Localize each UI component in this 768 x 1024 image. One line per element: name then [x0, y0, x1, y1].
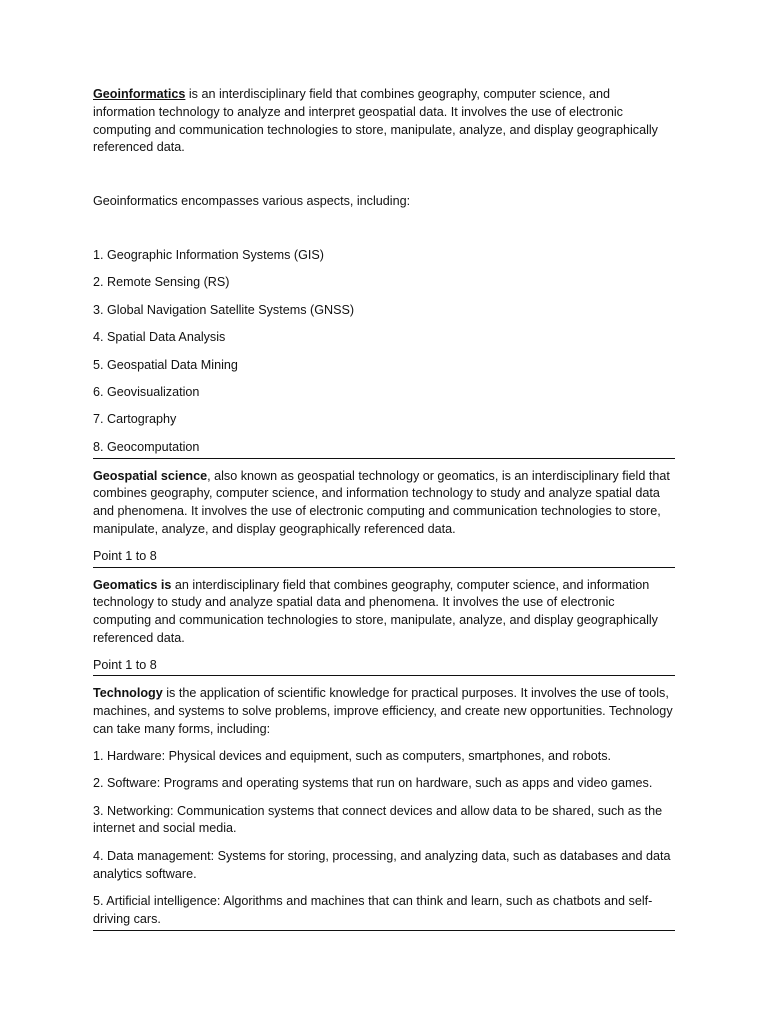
technology-section [93, 685, 675, 930]
list-item: 8. Geocomputation [93, 439, 675, 459]
list-item: 1. Geographic Information Systems (GIS) [93, 247, 324, 262]
geomatics-text: an interdisciplinary field that combines geography, computer science, and information technology to study and analyze spatial data and phenomena. It involves the use of electronic computing and communication technologies to store, manipulate, analyze, and display geographically referenced data. [93, 577, 658, 645]
geospatial-section [93, 468, 675, 568]
intro-text: is an interdisciplinary field that combines geography, computer science, and information technology to analyze and interpret geospatial data. It involves the use of electronic computing and communication technologies to store, manipulate, analyze, and display geographically referenced data. [93, 87, 658, 155]
list-item: 6. Geovisualization [93, 384, 200, 399]
aspects-list [93, 247, 675, 459]
geospatial-term: Geospatial science [93, 468, 208, 483]
geospatial-paragraph [93, 468, 675, 539]
list-item: 7. Cartography [93, 412, 177, 427]
geomatics-section [93, 577, 675, 677]
technology-text: is the application of scientific knowledge for practical purposes. It involves the use of tools, machines, and systems to solve problems, improve efficiency, and create new opportunities. Technology can take many forms, including: [93, 686, 673, 737]
list-item: 2. Software: Programs and operating systems that run on hardware, such as apps and video games. [93, 776, 653, 791]
geomatics-term: Geomatics is [93, 577, 172, 592]
intro-paragraph [93, 86, 675, 157]
technology-term: Technology [93, 686, 163, 701]
geomatics-point: Point 1 to 8 [93, 657, 675, 677]
technology-paragraph [93, 685, 675, 738]
list-item: 4. Data management: Systems for storing, processing, and analyzing data, such as databases and data analytics software. [93, 848, 671, 881]
list-item: 2. Remote Sensing (RS) [93, 275, 230, 290]
intro-term: Geoinformatics [93, 87, 186, 101]
list-item: 4. Spatial Data Analysis [93, 330, 226, 345]
aspects-lead: Geoinformatics encompasses various aspects, including: [93, 194, 411, 209]
geospatial-text: , also known as geospatial technology or geomatics, is an interdisciplinary field that combines geography, computer science, and information technology to study and analyze spatial data and phenomena. It involves the use of electronic computing and communication technologies to store, manipulate, analyze, and display geographically referenced data. [93, 468, 670, 536]
list-item: 3. Global Navigation Satellite Systems (GNSS) [93, 302, 355, 317]
list-item: 1. Hardware: Physical devices and equipment, such as computers, smartphones, and robots. [93, 748, 612, 763]
geomatics-paragraph [93, 577, 675, 648]
list-item: 3. Networking: Communication systems that connect devices and allow data to be shared, such as the internet and social media. [93, 803, 663, 836]
geospatial-point: Point 1 to 8 [93, 548, 675, 568]
list-item: 5. Geospatial Data Mining [93, 357, 238, 372]
list-item: 5. Artificial intelligence: Algorithms and machines that can think and learn, such as chatbots and self-driving cars. [93, 893, 675, 931]
